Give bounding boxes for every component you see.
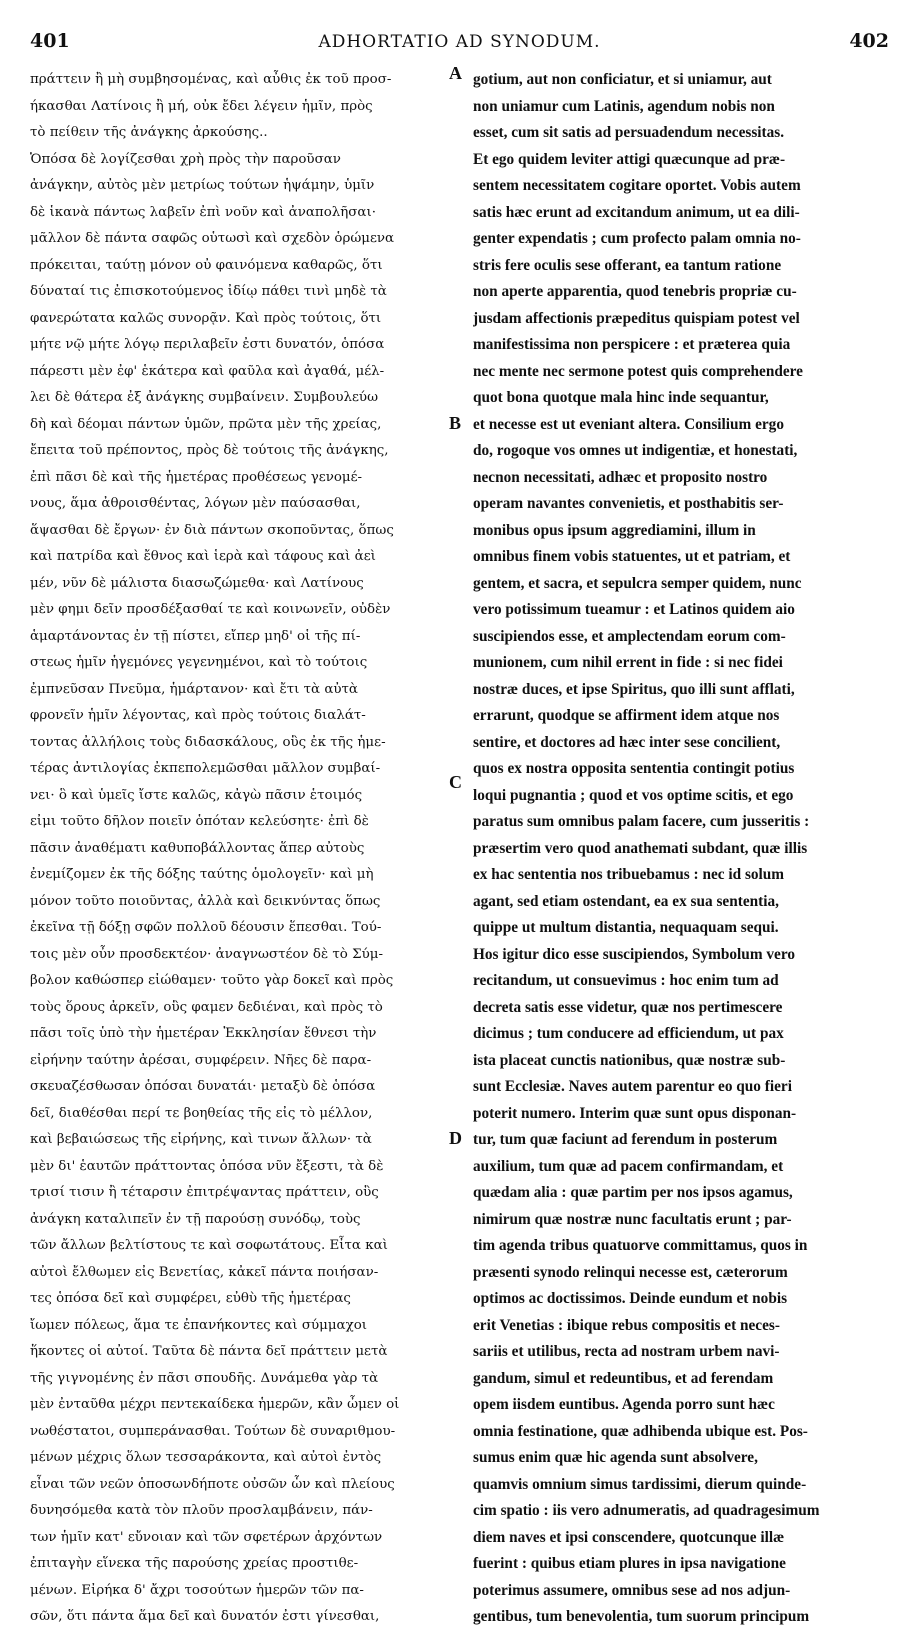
latin-text-line: sariis et utilibus, recta ad nostram urbem navi- <box>473 1343 780 1360</box>
latin-text-line: gentem, et sacra, et sepulcra semper quidem, nunc <box>473 574 802 592</box>
section-marker-b: B <box>449 413 462 433</box>
latin-text-line: nostræ duces, et ipse Spiritus, quo illi sunt afflati, <box>473 680 795 698</box>
section-marker-a: A <box>449 63 462 83</box>
latin-text-line: quot bona quotque mala hinc inde sequantur, <box>473 389 769 406</box>
latin-text-line: sentem necessitatem cogitare oportet. Vobis autem <box>473 177 801 194</box>
greek-text-line: ἐπὶ πᾶσι δὲ καὶ τῆς ἡμετέρας προθέσεως γενομέ- <box>30 469 363 485</box>
latin-text-line: stris fere oculis sese offerant, ea tantum ratione <box>473 256 782 274</box>
greek-text-line: τοὺς ὅρους ἀρκεῖν, οὓς φαμεν δεδιέναι, καὶ πρὸς τὸ <box>30 999 383 1015</box>
latin-text-line: Hos igitur dico esse suscipiendos, Symbolum vero <box>473 945 795 963</box>
latin-text-line: operam navantes convenietis, et posthabitis ser- <box>473 495 784 512</box>
greek-text-line: ἥκοντες οἱ αὐτοί. Ταῦτα δὲ πάντα δεῖ πράττειν μετὰ <box>30 1344 388 1359</box>
latin-text-line: sumus enim quæ hic agenda sunt absolvere, <box>473 1449 758 1466</box>
greek-text-line: ἐνεμίζομεν ἐκ τῆς δόξης ταύτης ὁμολογεῖν· καὶ μὴ <box>30 867 374 882</box>
greek-text-line: αὐτοὶ ἔλθωμεν εἰς Βενετίας, κἀκεῖ πάντα ποιήσαν- <box>30 1264 379 1280</box>
latin-text-line: necnon necessitati, adhæc et proposito nostro <box>473 468 768 486</box>
latin-text-line: auxilium, tum quæ ad pacem confirmandam, et <box>473 1157 784 1175</box>
greek-text-line: ἀνάγκην, αὐτὸς μὲν μετρίως τούτων ἡψάμην, ὑμῖν <box>30 178 375 193</box>
greek-text-line: μήτε νῷ μήτε λόγῳ περιλαβεῖν ἐστι δυνατόν, ὁπόσα <box>30 337 385 352</box>
latin-text-line: paratus sum omnibus palam facere, cum jusseritis : <box>473 813 810 830</box>
greek-text-line: μὲν φημι δεῖν προσδέξασθαί τε καὶ κοινωνεῖν, οὐδὲν <box>30 602 391 617</box>
latin-text-line: fuerint : quibus etiam plures in ipsa navigatione <box>473 1555 786 1572</box>
greek-text-line: ἔπειτα τοῦ πρέποντος, πρὸς δὲ τούτοις τῆς ἀνάγκης, <box>30 443 389 458</box>
greek-text-line: μέν, νῦν δὲ μάλιστα διασωζώμεθα· καὶ Λατίνους <box>30 575 364 591</box>
greek-text-line: τρισί τισιν ἢ τέταρσιν ἐπιτρέψαντας πράττειν, οὓς <box>30 1185 379 1200</box>
page-number-left: 401 <box>30 30 70 52</box>
greek-text-line: βολον καθώσπερ εἰώθαμεν· τοῦτο γὰρ δοκεῖ καὶ πρὸς <box>30 973 394 988</box>
latin-text-line: ista placeat cunctis nationibus, quæ nostræ sub- <box>473 1051 786 1069</box>
latin-text-line: gentibus, tum benevolentia, tum suorum principum <box>473 1608 810 1625</box>
greek-text-line: τῶν ἄλλων βελτίστους τε καὶ σοφωτάτους. Εἶτα καὶ <box>30 1238 388 1253</box>
latin-text-line: tim agenda tribus quatuorve committamus, quos in <box>473 1237 808 1254</box>
greek-text-line: μὲν δι' ἑαυτῶν πράττοντας ὁπόσα νῦν ἔξεστι, τὰ δὲ <box>30 1158 384 1174</box>
page-header <box>0 30 919 60</box>
greek-text-line: φρονεῖν ἡμῖν λέγοντας, καὶ πρὸς τούτοις διαλάτ- <box>30 708 366 723</box>
latin-text-line: sunt Ecclesiæ. Naves autem parentur eo quo fieri <box>473 1078 792 1095</box>
latin-text-line: do, rogoque vos omnes ut indigentiæ, et honestati, <box>473 442 798 459</box>
latin-text-line: Et ego quidem leviter attigi quæcunque ad præ- <box>473 150 786 168</box>
running-title: ADHORTATIO AD SYNODUM. <box>318 32 601 52</box>
greek-text-line: εἶναι τῶν νεῶν ὁποσωνδήποτε οὐσῶν ὧν καὶ πλείους <box>30 1476 395 1492</box>
greek-text-line: πᾶσιν ἀναθέματι καθυποβάλλοντας ἅπερ αὐτοὺς <box>30 840 365 856</box>
latin-text-line: monibus opus ipsum aggrediamini, illum in <box>473 521 756 539</box>
latin-text-line: tur, tum quæ faciunt ad ferendum in posterum <box>473 1131 778 1148</box>
greek-text-line: τες ὁπόσα δεῖ καὶ συμφέρει, εὐθὺ τῆς ἡμετέρας <box>30 1291 351 1306</box>
latin-text-line: præsenti synodo relinqui necesse est, cæterorum <box>473 1263 788 1281</box>
greek-text-line: ήκασθαι Λατίνοις ἢ μή, οὐκ ἔδει λέγειν ἡμῖν, πρὸς <box>30 98 373 114</box>
greek-text-line: ἴωμεν πόλεως, ἅμα τε ἐπανήκοντες καὶ σύμμαχοι <box>30 1317 368 1333</box>
greek-text-line: τὸ πείθειν τῆς ἀνάγκης ἀρκούσης.. <box>30 125 268 140</box>
greek-text-line: ἐκεῖνα τῇ δόξῃ σφῶν πολλοῦ δέουσιν ἕπεσθαι. Τού- <box>30 920 382 935</box>
greek-column <box>30 67 455 1631</box>
latin-text-line: satis hæc erunt ad excitandum animum, ut ea dili- <box>473 203 800 221</box>
greek-text-line: μένων μέχρις ὅλων τεσσαράκοντα, καὶ αὐτοὶ ἐντὸς <box>30 1450 382 1465</box>
greek-text-line: λει δὲ θάτερα ἐξ ἀνάγκης συμβαίνειν. Συμβουλεύω <box>30 390 378 405</box>
latin-text-line: esset, cum sit satis ad persuadendum necessitas. <box>473 124 785 141</box>
latin-text-line: omnia festinatione, quæ adhibenda ubique est. Pos- <box>473 1422 808 1440</box>
latin-text-line: non uniamur cum Latinis, agendum nobis non <box>473 97 775 115</box>
latin-text-line: gandum, simul et redeuntibus, et ad ferendam <box>473 1369 774 1387</box>
greek-text-line: των ἡμῖν κατ' εὔνοιαν καὶ τῶν σφετέρων ἀρχόντων <box>30 1529 383 1545</box>
greek-text-line: μὲν ἐνταῦθα μέχρι πεντεκαίδεκα ἡμερῶν, κἂν ὦμεν οἱ <box>30 1397 400 1412</box>
greek-text-line: δύναταί τις ἐπισκοτούμενος ἰδίῳ πάθει τινὶ μηδὲ τὰ <box>30 284 387 299</box>
latin-text-line: cim spatio : iis vero adnumeratis, ad quadragesimum <box>473 1502 820 1519</box>
latin-text-line: non aperte apparentia, quod tenebris propriæ cu- <box>473 283 797 300</box>
latin-text-line: quippe ut multum distantia, nequaquam sequi. <box>473 919 779 936</box>
section-marker-c: C <box>449 772 462 792</box>
latin-text-line: munionem, cum nihil errent in fide : si nec fidei <box>473 654 783 671</box>
latin-text-line: decreta satis esse videtur, quæ nos pertimescere <box>473 998 783 1016</box>
greek-text-line: τῆς γιγνομένης ἐν πᾶσι σπουδῆς. Δυνάμεθα γὰρ τὰ <box>30 1370 379 1386</box>
latin-text-line: optimos ac doctissimos. Deinde eundum et nobis <box>473 1290 788 1307</box>
page-number-right: 402 <box>849 30 889 52</box>
greek-text-line: ἐμπνεῦσαν Πνεῦμα, ἡμάρτανον· καὶ ἔτι τὰ αὐτὰ <box>30 681 358 697</box>
latin-text-line: suscipiendos esse, et amplectendam eorum com- <box>473 627 786 645</box>
greek-text-line: σῶν, ὅτι πάντα ἅμα δεῖ καὶ δυνατόν ἐστι γίνεσθαι, <box>30 1609 380 1624</box>
greek-text-line: τοις μὲν οὖν προσδεκτέον· ἀναγνωστέον δὲ τὸ Σύμ- <box>30 946 383 962</box>
greek-text-line: δεῖ, διαθέσθαι περί τε βοηθείας τῆς εἰς τὸ μέλλον, <box>30 1105 373 1121</box>
greek-text-line: Ὁπόσα δὲ λογίζεσθαι χρὴ πρὸς τὴν παροῦσαν <box>30 151 341 167</box>
greek-text-line: πράττειν ἢ μὴ συμβησομένας, καὶ αὖθις ἐκ τοῦ προσ- <box>30 72 392 87</box>
latin-text-line: agant, sed etiam ostendant, ea ex sua sententia, <box>473 892 779 910</box>
greek-text-line: δὲ ἱκανὰ πάντως λαβεῖν ἐπὶ νοῦν καὶ ἀναπολῆσαι· <box>30 204 376 220</box>
latin-column <box>473 67 888 1631</box>
latin-text-line: et necesse est ut eveniant altera. Consilium ergo <box>473 415 784 433</box>
latin-text-line: vero potissimum tueamur : et Latinos quidem aio <box>473 601 795 618</box>
greek-text-line: μᾶλλον δὲ πάντα σαφῶς οὑτωσὶ καὶ σχεδὸν ὁρώμενα <box>30 231 395 246</box>
latin-text-line: dicimus ; tum conducere ad efficiendum, ut pax <box>473 1025 784 1042</box>
latin-text-line: errarunt, quodque se affirment idem atque nos <box>473 707 780 724</box>
latin-text-line: poterimus assumere, omnibus sese ad nos adjun- <box>473 1581 791 1599</box>
greek-text-line: στεως ἡμῖν ἡγεμόνες γεγενημένοι, καὶ τὸ τούτοις <box>30 655 368 670</box>
latin-text-line: ex hac sententia nos tribuebamus : nec id solum <box>473 866 785 883</box>
greek-text-line: μένων. Εἰρήκα δ' ἄχρι τοσούτων ἡμερῶν τῶν πα- <box>30 1582 364 1598</box>
latin-text-line: diem naves et ipsi conscendere, quotcunque illæ <box>473 1528 785 1546</box>
greek-text-line: νει· ὃ καὶ ὑμεῖς ἴστε καλῶς, κἀγὼ πᾶσιν ἑτοιμός <box>30 787 363 803</box>
latin-text-line: jusdam affectionis præpeditus quispiam potest vel <box>473 309 800 327</box>
latin-text-line: genter expendatis ; cum profecto palam omnia no- <box>473 230 801 247</box>
latin-text-line: omnibus finem vobis statuentes, ut et patriam, et <box>473 548 791 565</box>
greek-text-line: ἅψασθαι δὲ ἔργων· ἐν διὰ πάντων σκοποῦντας, ὅπως <box>30 522 394 538</box>
greek-text-line: ἐπιταγὴν εἵνεκα τῆς παρούσης χρείας προστιθε- <box>30 1556 359 1571</box>
greek-text-line: πᾶσι τοῖς ὑπὸ τὴν ἡμετέραν Ἐκκλησίαν ἔθνεσι τὴν <box>30 1026 377 1041</box>
latin-text-line: opem iisdem euntibus. Agenda porro sunt hæc <box>473 1396 775 1413</box>
greek-text-line: πάρεστι μὲν ἐφ' ἑκάτερα καὶ φαῦλα καὶ ἀγαθά, μέλ- <box>30 363 385 379</box>
latin-text-line: poterit numero. Interim quæ sunt opus disponan- <box>473 1104 797 1122</box>
greek-text-line: ἀνάγκη καταλιπεῖν ἐν τῇ παρούσῃ συνόδῳ, τοὺς <box>30 1211 361 1227</box>
section-marker-d: D <box>449 1128 462 1148</box>
greek-text-line: εἰμι τοῦτο δῆλον ποιεῖν ὁπόταν κελεύσητε· ἐπὶ δὲ <box>30 814 369 829</box>
latin-text-line: nec mente nec sermone potest quis comprehendere <box>473 362 803 380</box>
latin-text-line: quamvis omnium simus tardissimi, dierum quinde- <box>473 1475 807 1493</box>
latin-text-line: nimirum quæ nostræ nunc facultatis erunt ; par- <box>473 1210 792 1228</box>
greek-text-line: σκευαζέσθωσαν ὁπόσαι δυνατάι· μεταξὺ δὲ ὁπόσα <box>30 1079 376 1094</box>
greek-text-line: καὶ πατρίδα καὶ ἔθνος καὶ ἱερὰ καὶ τάφους καὶ ἀεὶ <box>30 549 376 564</box>
greek-text-line: δυνησόμεθα κατὰ τὸν πλοῦν προσλαμβάνειν, πάν- <box>30 1503 373 1518</box>
latin-text-line: sentire, et doctores ad hæc inter sese concilient, <box>473 733 781 751</box>
latin-text-line: loqui pugnantia ; quod et vos optime scitis, et ego <box>473 786 794 804</box>
greek-text-line: μόνον τοῦτο ποιοῦντας, ἀλλὰ καὶ δεικνύντας ὅπως <box>30 893 381 909</box>
latin-text-line: quædam alia : quæ partim per nos ipsos agamus, <box>473 1184 793 1201</box>
latin-text-line: præsertim vero quod anathemati subdant, quæ illis <box>473 839 808 857</box>
latin-text-line: recitandum, ut consuevimus : hoc enim tum ad <box>473 972 779 989</box>
greek-text-line: τέρας ἀντιλογίας ἐκπεπολεμῶσθαι μᾶλλον συμβαί- <box>30 761 381 776</box>
greek-text-line: ἁμαρτάνοντας ἐν τῇ πίστει, εἴπερ μηδ' οἱ τῆς πί- <box>30 628 361 644</box>
greek-text-line: πρόκειται, ταύτῃ μόνον οὐ φαινόμενα καθαρῶς, ὅτι <box>30 257 383 273</box>
greek-text-line: καὶ βεβαιώσεως τῆς εἰρήνης, καὶ τινων ἄλλων· τὰ <box>30 1132 372 1147</box>
greek-text-line: φανερώτατα καλῶς συνορᾷν. Καὶ πρὸς τούτοις, ὅτι <box>30 310 382 326</box>
greek-text-line: τοντας ἀλλήλοις τοὺς διδασκάλους, οὓς ἐκ τῆς ἡμε- <box>30 734 386 750</box>
greek-text-line: δὴ καὶ δέομαι πάντων ὑμῶν, πρῶτα μὲν τῆς χρείας, <box>30 416 382 432</box>
greek-text-line: εἰρήνην ταύτην ἀρέσαι, συμφέρειν. Νῆες δὲ παρα- <box>30 1052 372 1068</box>
latin-text-line: quos ex nostra opposita sententia contingit potius <box>473 760 795 777</box>
latin-text-line: gotium, aut non conficiatur, et si uniamur, aut <box>473 71 772 88</box>
latin-text-line: manifestissima non perspicere : et præterea quia <box>473 336 791 353</box>
greek-text-line: νους, ἅμα ἀθροισθέντας, λόγων μὲν παύσασθαι, <box>30 496 361 511</box>
latin-text-line: erit Venetias : ibique rebus compositis et neces- <box>473 1316 780 1334</box>
greek-text-line: νωθέστατοι, συμπεράνασθαι. Τούτων δὲ συναριθμου- <box>30 1423 396 1439</box>
